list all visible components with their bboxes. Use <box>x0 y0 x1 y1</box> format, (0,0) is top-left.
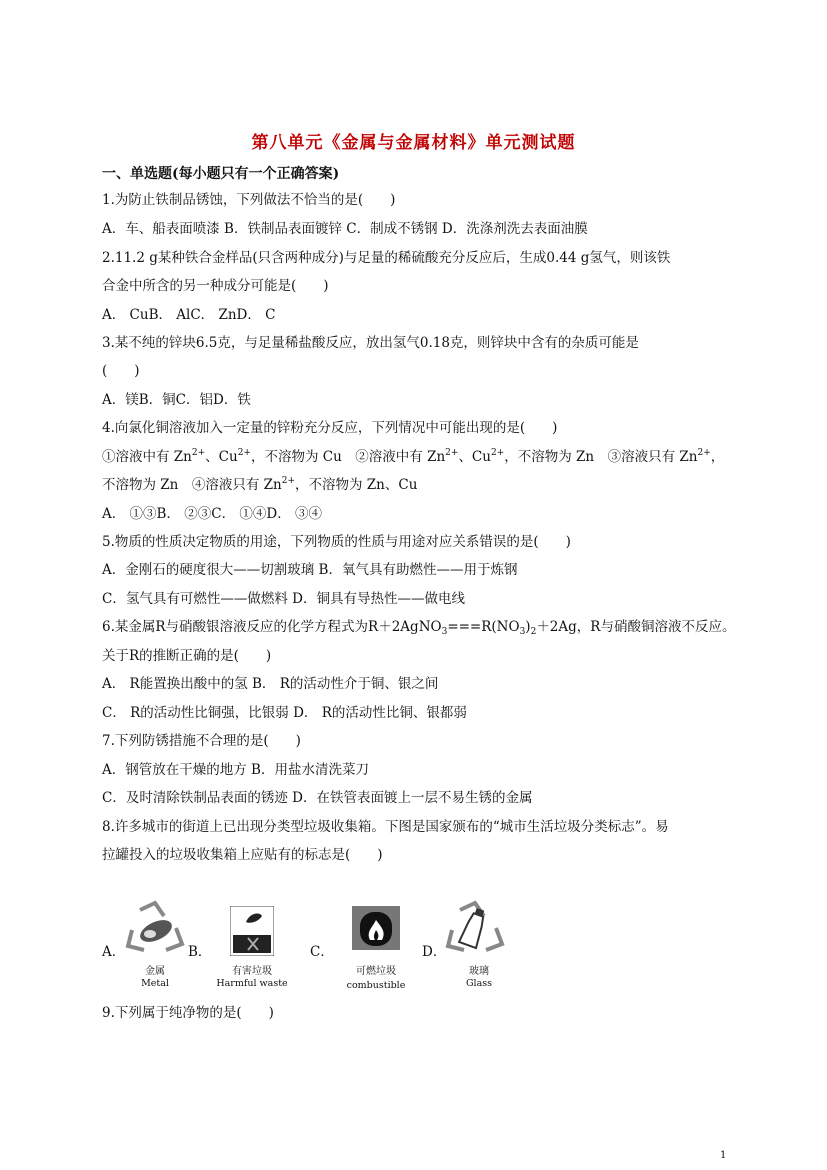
question-6-line-1 <box>102 617 735 637</box>
section-heading: 一、单选题(每小题只有一个正确答案) <box>102 166 340 182</box>
question-8-line-2: 拉罐投入的垃圾收集箱上应贴有的标志是( ) <box>102 847 383 863</box>
subscript: 2 <box>530 627 537 637</box>
subscript: 3 <box>441 627 448 637</box>
q6-text-d: ＋2Ag，R与硝酸铜溶液不反应。 <box>536 619 736 635</box>
question-2-options: A． CuB． AlC． ZnD． C <box>102 307 276 323</box>
question-3-line-1: 3.某不纯的锌块6.5克，与足量稀盐酸反应，放出氢气0.18克，则锌块中含有的杂质可能是 <box>102 335 639 351</box>
question-3-options: A．镁B．铜C．铝D．铁 <box>102 392 251 408</box>
question-8-image-options <box>102 900 522 995</box>
question-6-options-2: C． R的活动性比铜强，比银弱 D． R的活动性比铜、银都弱 <box>102 705 467 721</box>
q4-text-1b: 、Cu <box>205 449 238 465</box>
q4-text-2b: ，不溶物为 Zn、Cu <box>295 477 418 493</box>
option-a-letter: A． <box>102 944 126 960</box>
question-3-line-2: ( ) <box>102 363 140 379</box>
q4-text-1a: ①溶液中有 Zn <box>102 449 192 465</box>
q6-text-a: 6.某金属R与硝酸银溶液反应的化学方程式为R＋2AgNO <box>102 619 442 635</box>
question-4-options: A． ①③B． ②③C． ①④D． ③④ <box>102 506 322 522</box>
question-7: 7.下列防锈措施不合理的是( ) <box>102 733 301 749</box>
option-c-caption-en: combustible <box>346 980 406 991</box>
q4-text-1c: ，不溶物为 Cu ②溶液中有 Zn <box>250 449 446 465</box>
q6-text-c: ) <box>525 619 531 635</box>
question-8-line-1: 8.许多城市的街道上已出现分类型垃圾收集箱。下图是国家颁布的“城市生活垃圾分类标志”。易 <box>102 819 669 835</box>
question-7-options-2: C．及时清除铁制品表面的锈迹 D．在铁管表面镀上一层不易生锈的金属 <box>102 790 533 806</box>
option-c-letter: C． <box>310 944 334 960</box>
metal-recycle-icon <box>120 900 190 958</box>
option-d-letter: D． <box>422 944 447 960</box>
option-a-caption-cn: 金属 <box>145 966 165 977</box>
question-1-options: A．车、船表面喷漆 B．铁制品表面镀锌 C．制成不锈钢 D．洗涤剂洗去表面油膜 <box>102 221 588 237</box>
question-4-statements-line-2 <box>102 475 417 495</box>
q4-text-2a: 不溶物为 Zn ④溶液只有 Zn <box>102 477 282 493</box>
question-5: 5.物质的性质决定物质的用途，下列物质的性质与用途对应关系错误的是( ) <box>102 534 571 550</box>
question-9: 9.下列属于纯净物的是( ) <box>102 1005 274 1021</box>
question-5-options-2: C．氢气具有可燃性——做燃料 D．铜具有导热性——做电线 <box>102 591 465 607</box>
harmful-waste-icon <box>230 906 274 956</box>
charge-superscript: 2+ <box>445 448 459 458</box>
question-4-statements-line-1 <box>102 447 724 467</box>
question-7-options-1: A．钢管放在干燥的地方 B．用盐水清洗菜刀 <box>102 762 369 778</box>
charge-superscript: 2+ <box>237 448 251 458</box>
option-b-caption-en: Harmful waste <box>216 978 288 989</box>
option-c-caption-cn: 可燃垃圾 <box>356 966 396 977</box>
option-a-caption-en: Metal <box>141 978 169 989</box>
question-4: 4.向氯化铜溶液加入一定量的锌粉充分反应，下列情况中可能出现的是( ) <box>102 420 558 436</box>
page-title: 第八单元《金属与金属材料》单元测试题 <box>251 133 576 153</box>
charge-superscript: 2+ <box>281 476 296 486</box>
charge-superscript: 2+ <box>490 448 505 458</box>
option-b-letter: B． <box>188 944 212 960</box>
question-1: 1.为防止铁制品锈蚀，下列做法不恰当的是( ) <box>102 192 396 208</box>
glass-recycle-icon <box>440 900 510 958</box>
option-d-caption-en: Glass <box>465 978 493 989</box>
question-2-line-1: 2.11.2 g某种铁合金样品(只含两种成分)与足量的稀硫酸充分反应后，生成0.44 g氢气，则该铁 <box>102 250 671 266</box>
option-b-caption-cn: 有害垃圾 <box>232 966 272 977</box>
question-6-options-1: A． R能置换出酸中的氢 B． R的活动性介于铜、银之间 <box>102 676 439 692</box>
charge-superscript: 2+ <box>697 448 711 458</box>
charge-superscript: 2+ <box>191 448 206 458</box>
option-d-caption-cn: 玻璃 <box>469 966 489 977</box>
question-2-line-2: 合金中所含的另一种成分可能是( ) <box>102 278 329 294</box>
question-5-options-1: A．金刚石的硬度很大——切割玻璃 B．氧气具有助燃性——用于炼钢 <box>102 562 518 578</box>
q6-text-b: ===R(NO <box>447 619 520 635</box>
question-6-line-2: 关于R的推断正确的是( ) <box>102 648 272 664</box>
q4-text-1e: ，不溶物为 Zn ③溶液只有 Zn <box>504 449 698 465</box>
q4-text-1f: ， <box>710 449 725 465</box>
q4-text-1d: 、Cu <box>458 449 491 465</box>
page-number: 1 <box>720 1150 727 1161</box>
subscript: 3 <box>519 627 526 637</box>
combustible-fire-icon <box>352 906 400 950</box>
